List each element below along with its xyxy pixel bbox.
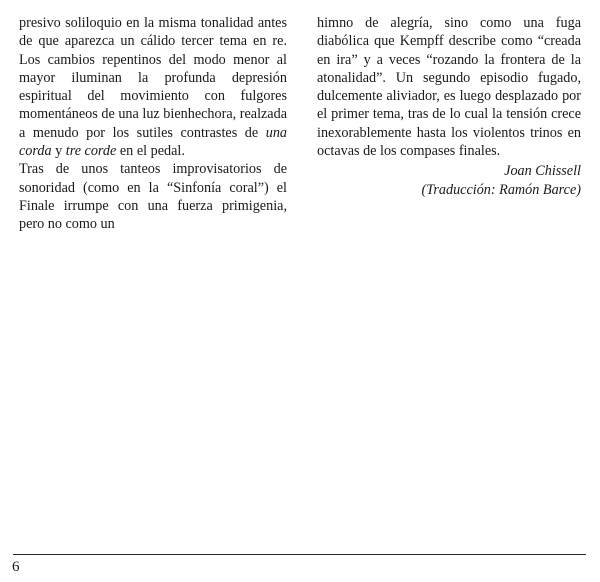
translator-credit: (Traducción: Ramón Barce) [421,181,581,198]
left-paragraph-1 [19,14,287,160]
left-paragraph-2: Tras de unos tanteos improvisatorios de sonoridad (como en la “Sinfonía coral”) el Finale irrumpe con una fuerza primigenia, pero no como un [19,161,287,233]
page-number: 6 [12,559,20,575]
footer-divider [13,554,586,555]
conjunction-text: y [51,143,66,160]
right-column [317,14,581,199]
left-paragraph-1-text: presivo soliloquio en la misma tonalidad antes de que aparezca un cálido tercer tema en re. Los cambios repentinos del modo menor al mayor iluminan la profunda depresión espiritual del movimiento con fulgores momentáneos de una luz bienhechora, realzada a menudo por los sutiles contrastes de [19,15,287,141]
left-column [19,14,287,234]
una-corda-term: una corda [19,124,287,160]
tre-corde-term: tre corde [65,143,117,160]
author-signature: Joan Chissell [504,163,581,180]
right-paragraph-1: himno de alegría, sino como una fuga diabólica que Kempff describe como “creada en ira” y a veces “rozando la frontera de la atonalidad”. Un segundo episodio fugado, dulcemente aliviador, es luego desplazado por el primer tema, tras de lo cual la tensión crece inexorablemente hasta los violentos trinos en octavas de los compases finales. [317,15,581,160]
left-paragraph-1-end: en el pedal. [116,143,185,160]
